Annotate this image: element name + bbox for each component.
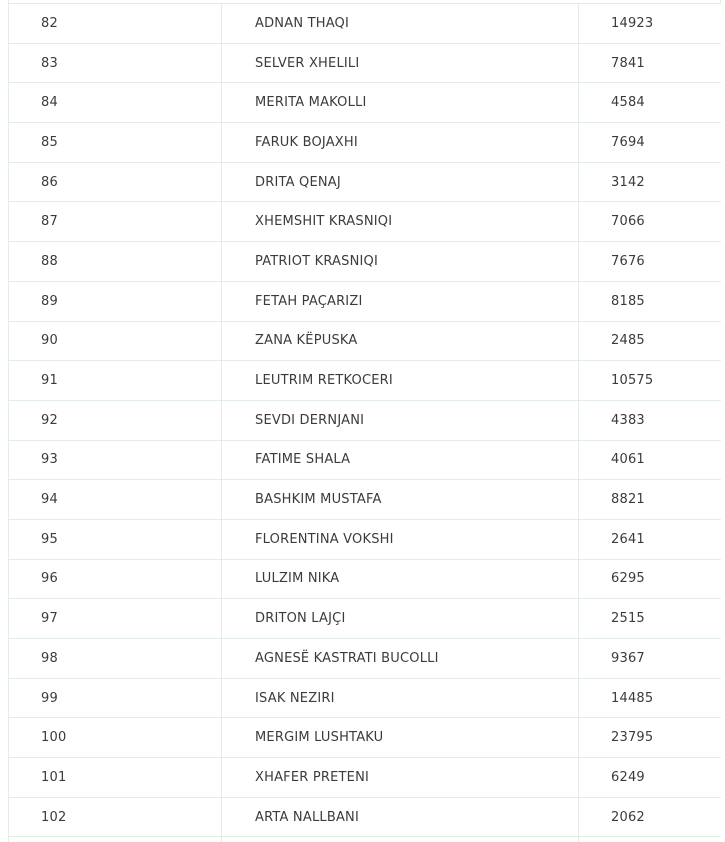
table-top-edge — [8, 0, 721, 3]
table-row — [9, 758, 722, 798]
table-row — [9, 797, 722, 837]
vote-count-cell: 8821 — [579, 480, 722, 520]
row-number-cell: 84 — [9, 83, 222, 123]
row-number-cell: 98 — [9, 639, 222, 679]
table-row — [9, 162, 722, 202]
row-number-cell — [9, 837, 222, 842]
row-number-cell: 95 — [9, 519, 222, 559]
table-row — [9, 361, 722, 401]
candidate-name-cell: FATIME SHALA — [222, 440, 579, 480]
row-number-cell: 99 — [9, 678, 222, 718]
row-number-cell: 90 — [9, 321, 222, 361]
vote-count-cell: 10575 — [579, 361, 722, 401]
row-number-cell: 83 — [9, 43, 222, 83]
table-row — [9, 599, 722, 639]
table-row — [9, 718, 722, 758]
table-row — [9, 480, 722, 520]
table-row — [9, 43, 722, 83]
vote-count-cell: 3142 — [579, 162, 722, 202]
candidate-name-cell: DRITON LAJÇI — [222, 599, 579, 639]
vote-count-cell: 23795 — [579, 718, 722, 758]
results-table-container — [8, 0, 721, 842]
candidate-name-cell: FARUK BOJAXHI — [222, 123, 579, 163]
table-row — [9, 321, 722, 361]
vote-count-cell: 2515 — [579, 599, 722, 639]
candidate-name-cell — [222, 837, 579, 842]
row-number-cell: 85 — [9, 123, 222, 163]
row-number-cell: 88 — [9, 242, 222, 282]
vote-count-cell: 4383 — [579, 400, 722, 440]
vote-count-cell: 9367 — [579, 639, 722, 679]
row-number-cell: 82 — [9, 4, 222, 44]
vote-count-cell: 14485 — [579, 678, 722, 718]
vote-count-cell: 2062 — [579, 797, 722, 837]
row-number-cell: 100 — [9, 718, 222, 758]
vote-count-cell: 8185 — [579, 281, 722, 321]
vote-count-cell: 6249 — [579, 758, 722, 798]
candidate-name-cell: ADNAN THAQI — [222, 4, 579, 44]
table-row — [9, 123, 722, 163]
row-number-cell: 97 — [9, 599, 222, 639]
vote-count-cell: 2485 — [579, 321, 722, 361]
table-row — [9, 4, 722, 44]
row-number-cell: 87 — [9, 202, 222, 242]
row-number-cell: 86 — [9, 162, 222, 202]
candidate-name-cell: XHAFER PRETENI — [222, 758, 579, 798]
candidate-name-cell: ISAK NEZIRI — [222, 678, 579, 718]
results-table-body — [9, 4, 722, 842]
row-number-cell: 92 — [9, 400, 222, 440]
candidate-name-cell: ZANA KËPUSKA — [222, 321, 579, 361]
row-number-cell: 91 — [9, 361, 222, 401]
vote-count-cell: 4061 — [579, 440, 722, 480]
vote-count-cell: 14923 — [579, 4, 722, 44]
table-row — [9, 678, 722, 718]
candidate-name-cell: ARTA NALLBANI — [222, 797, 579, 837]
candidate-name-cell: SEVDI DERNJANI — [222, 400, 579, 440]
table-row — [9, 242, 722, 282]
results-table — [8, 3, 721, 842]
table-row — [9, 281, 722, 321]
vote-count-cell: 7694 — [579, 123, 722, 163]
candidate-name-cell: MERGIM LUSHTAKU — [222, 718, 579, 758]
table-row — [9, 400, 722, 440]
table-row — [9, 440, 722, 480]
candidate-name-cell: BASHKIM MUSTAFA — [222, 480, 579, 520]
row-number-cell: 89 — [9, 281, 222, 321]
table-row — [9, 639, 722, 679]
candidate-name-cell: FLORENTINA VOKSHI — [222, 519, 579, 559]
candidate-name-cell: DRITA QENAJ — [222, 162, 579, 202]
candidate-name-cell: LEUTRIM RETKOCERI — [222, 361, 579, 401]
vote-count-cell: 7841 — [579, 43, 722, 83]
candidate-name-cell: PATRIOT KRASNIQI — [222, 242, 579, 282]
row-number-cell: 93 — [9, 440, 222, 480]
row-number-cell: 94 — [9, 480, 222, 520]
row-number-cell: 96 — [9, 559, 222, 599]
table-row — [9, 837, 722, 842]
table-row — [9, 559, 722, 599]
vote-count-cell: 7066 — [579, 202, 722, 242]
table-row — [9, 83, 722, 123]
vote-count-cell — [579, 837, 722, 842]
table-row — [9, 519, 722, 559]
candidate-name-cell: AGNESË KASTRATI BUCOLLI — [222, 639, 579, 679]
vote-count-cell: 2641 — [579, 519, 722, 559]
candidate-name-cell: MERITA MAKOLLI — [222, 83, 579, 123]
row-number-cell: 101 — [9, 758, 222, 798]
vote-count-cell: 7676 — [579, 242, 722, 282]
table-row — [9, 202, 722, 242]
candidate-name-cell: SELVER XHELILI — [222, 43, 579, 83]
row-number-cell: 102 — [9, 797, 222, 837]
vote-count-cell: 6295 — [579, 559, 722, 599]
candidate-name-cell: XHEMSHIT KRASNIQI — [222, 202, 579, 242]
candidate-name-cell: LULZIM NIKA — [222, 559, 579, 599]
candidate-name-cell: FETAH PAÇARIZI — [222, 281, 579, 321]
vote-count-cell: 4584 — [579, 83, 722, 123]
